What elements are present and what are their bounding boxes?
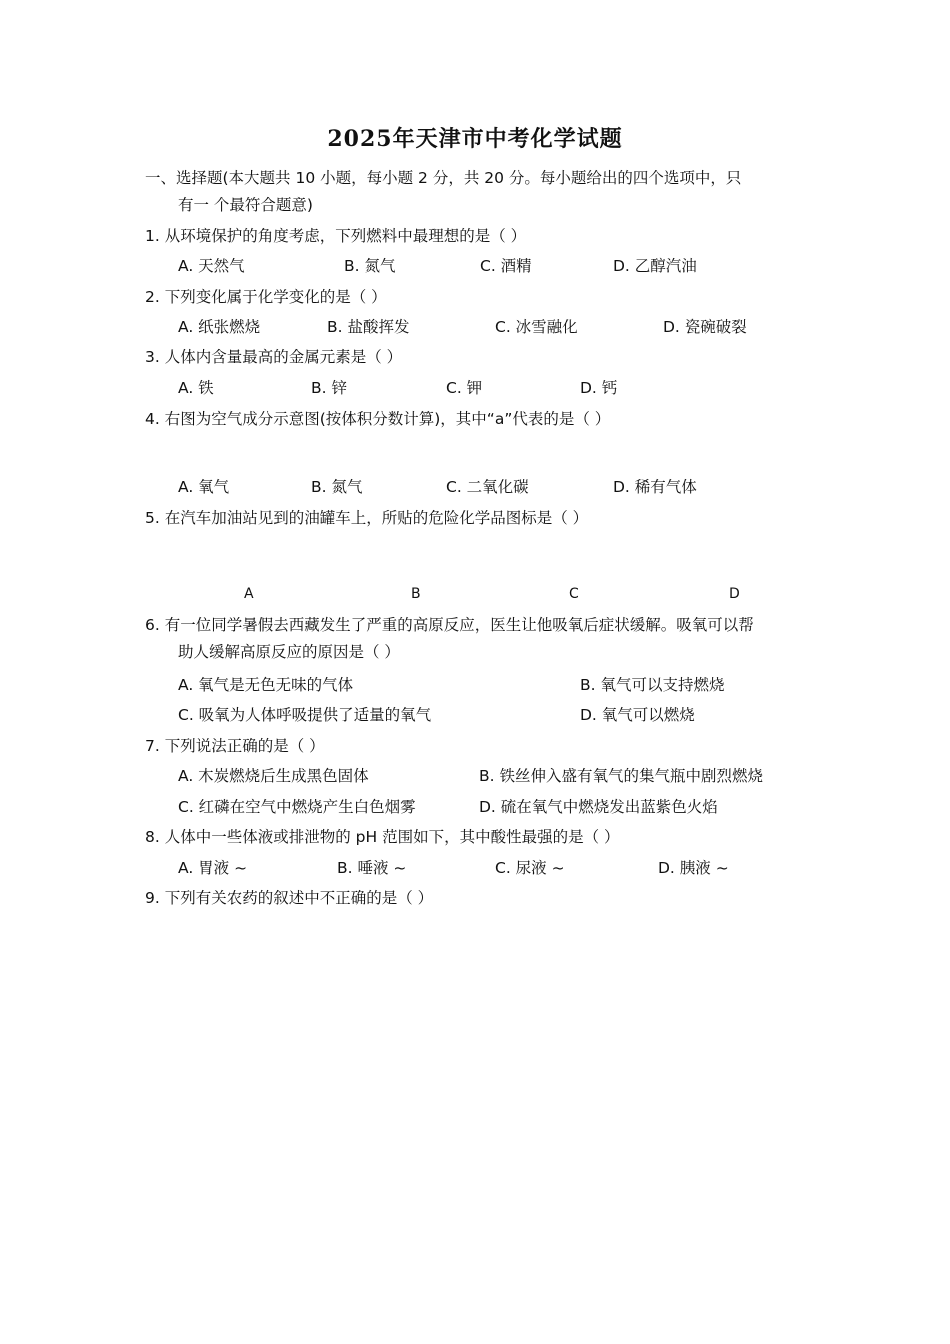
question-1-option-b: B. 氮气 [344, 257, 396, 275]
question-6-option-c: C. 吸氧为人体呼吸提供了适量的氧气 [178, 706, 432, 724]
question-6-option-d: D. 氧气可以燃烧 [580, 706, 695, 724]
question-6-stem-continued: 助人缓解高原反应的原因是（ ） [178, 643, 400, 661]
question-5-image-label-c: C [569, 586, 579, 602]
question-8-stem: 8. 人体中一些体液或排泄物的 pH 范围如下，其中酸性最强的是（ ） [145, 828, 620, 846]
question-7-option-c: C. 红磷在空气中燃烧产生白色烟雾 [178, 798, 416, 816]
question-2-option-a: A. 纸张燃烧 [178, 318, 261, 336]
question-8-option-c: C. 尿液 ~ [495, 859, 565, 877]
question-5-stem: 5. 在汽车加油站见到的油罐车上，所贴的危险化学品图标是（ ） [145, 509, 589, 527]
page-title: 2025年天津市中考化学试题 [327, 126, 623, 152]
question-1-option-a: A. 天然气 [178, 257, 245, 275]
question-4-option-a: A. 氧气 [178, 478, 230, 496]
question-7-option-b: B. 铁丝伸入盛有氧气的集气瓶中剧烈燃烧 [479, 767, 763, 785]
question-4-option-b: B. 氮气 [311, 478, 363, 496]
question-2-stem: 2. 下列变化属于化学变化的是（ ） [145, 288, 387, 306]
question-3-option-d: D. 钙 [580, 379, 618, 397]
question-4-stem: 4. 右图为空气成分示意图(按体积分数计算)，其中“a”代表的是（ ） [145, 410, 611, 428]
question-2-option-b: B. 盐酸挥发 [327, 318, 410, 336]
question-5-image-label-b: B [411, 586, 421, 602]
question-8-option-b: B. 唾液 ~ [337, 859, 407, 877]
question-9-stem: 9. 下列有关农药的叙述中不正确的是（ ） [145, 889, 434, 907]
question-3-option-b: B. 锌 [311, 379, 347, 397]
question-5-image-label-d: D [729, 586, 740, 602]
question-6-option-b: B. 氧气可以支持燃烧 [580, 676, 725, 694]
question-1-option-d: D. 乙醇汽油 [613, 257, 697, 275]
question-7-option-a: A. 木炭燃烧后生成黑色固体 [178, 767, 369, 785]
question-3-option-c: C. 钾 [446, 379, 483, 397]
question-1-stem: 1. 从环境保护的角度考虑，下列燃料中最理想的是（ ） [145, 227, 527, 245]
question-3-option-a: A. 铁 [178, 379, 214, 397]
section-instruction-line2: 有一 个最符合题意) [178, 196, 313, 214]
question-3-stem: 3. 人体内含量最高的金属元素是（ ） [145, 348, 403, 366]
question-4-option-d: D. 稀有气体 [613, 478, 697, 496]
question-2-option-c: C. 冰雪融化 [495, 318, 578, 336]
section-instruction-line1: 一、选择题(本大题共 10 小题，每小题 2 分，共 20 分。每小题给出的四个选项中，只 [145, 169, 742, 187]
question-7-option-d: D. 硫在氧气中燃烧发出蓝紫色火焰 [479, 798, 718, 816]
question-2-option-d: D. 瓷碗破裂 [663, 318, 747, 336]
question-6-stem: 6. 有一位同学暑假去西藏发生了严重的高原反应，医生让他吸氧后症状缓解。吸氧可以帮 [145, 616, 754, 634]
question-6-option-a: A. 氧气是无色无味的气体 [178, 676, 354, 694]
question-1-option-c: C. 酒精 [480, 257, 532, 275]
question-5-image-label-a: A [244, 586, 254, 602]
question-8-option-d: D. 胰液 ~ [658, 859, 729, 877]
question-4-option-c: C. 二氧化碳 [446, 478, 529, 496]
question-8-option-a: A. 胃液 ~ [178, 859, 248, 877]
question-7-stem: 7. 下列说法正确的是（ ） [145, 737, 325, 755]
